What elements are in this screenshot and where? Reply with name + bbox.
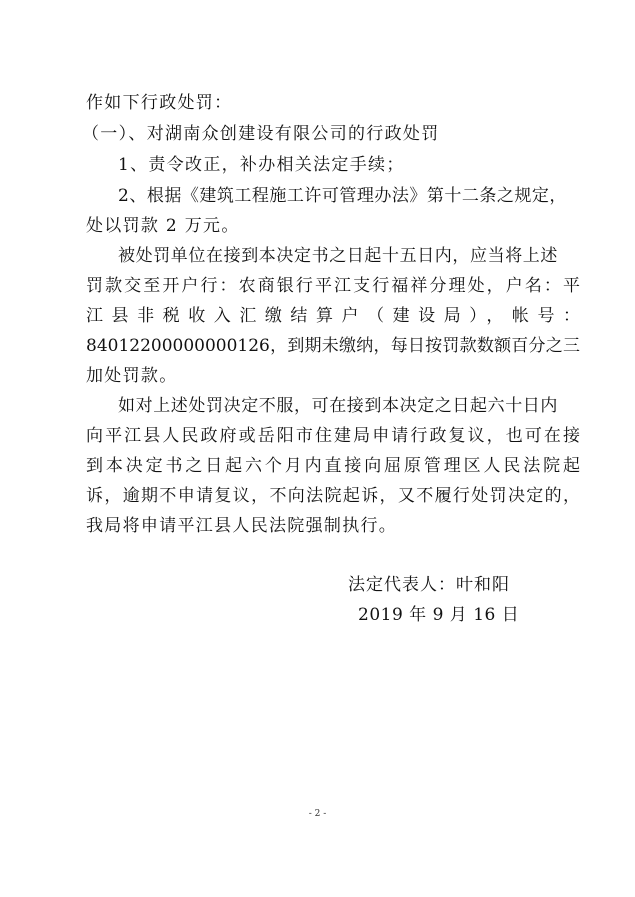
text-line: 84012200000000126，到期未缴纳，每日按罚款数额百分之三 [86, 336, 580, 356]
section-heading: （一）、对湖南众创建设有限公司的行政处罚 [82, 124, 440, 144]
text-line: 向平江县人民政府或岳阳市住建局申请行政复议，也可在接 [86, 426, 580, 446]
document-date: 2019 年 9 月 16 日 [358, 605, 520, 625]
text-line: 加处罚款。 [86, 366, 178, 386]
text-line: 2、根据《建筑工程施工许可管理办法》第十二条之规定， [118, 186, 567, 206]
text-line: 江县非税收入汇缴结算户（建设局），帐号： [86, 306, 580, 326]
text-line: 如对上述处罚决定不服，可在接到本决定之日起六十日内 [118, 396, 558, 416]
legal-representative: 法定代表人：叶和阳 [348, 575, 510, 595]
text-line: 处以罚款 2 万元。 [86, 216, 240, 236]
text-line: 1、责令改正，补办相关法定手续； [118, 155, 405, 175]
page-number: - 2 - [308, 809, 327, 819]
text-line: 罚款交至开户行：农商银行平江支行福祥分理处，户名：平 [86, 276, 580, 296]
text-line: 诉，逾期不申请复议，不向法院起诉，又不履行处罚决定的， [86, 486, 580, 506]
text-line: 作如下行政处罚： [86, 93, 233, 113]
text-line: 到本决定书之日起六个月内直接向屈原管理区人民法院起 [86, 456, 580, 476]
text-line: 被处罚单位在接到本决定书之日起十五日内，应当将上述 [118, 246, 558, 266]
text-line: 我局将申请平江县人民法院强制执行。 [86, 516, 398, 536]
